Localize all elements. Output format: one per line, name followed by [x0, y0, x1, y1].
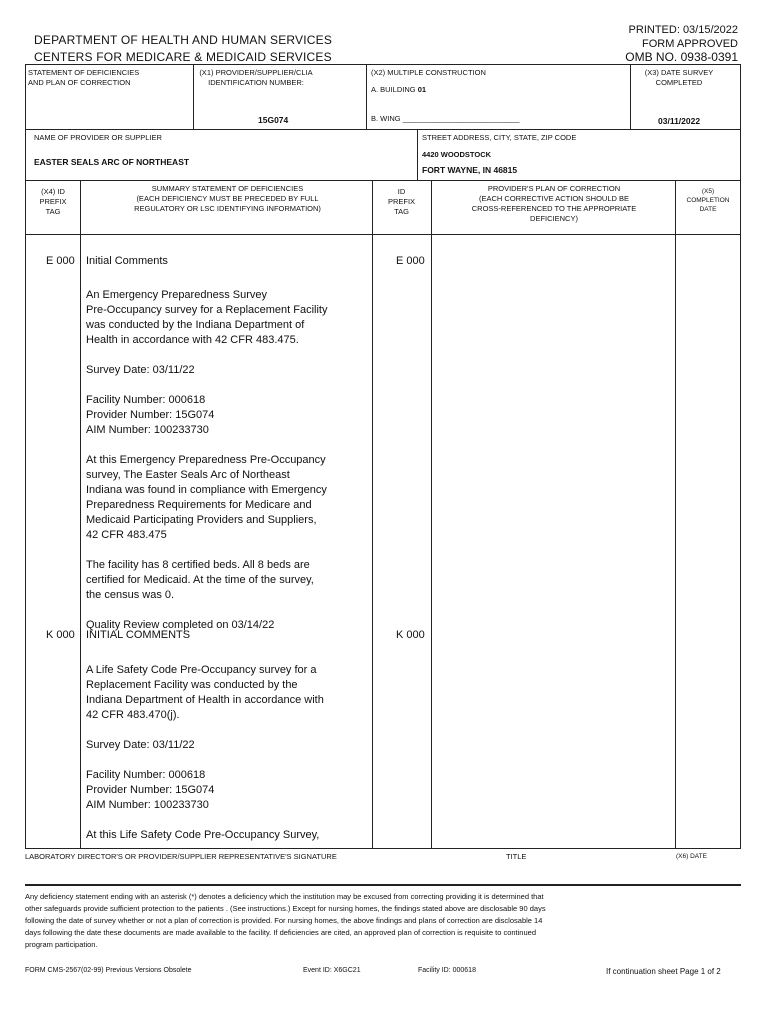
statement-label: STATEMENT OF DEFICIENCIES AND PLAN OF CORRECTION — [28, 68, 140, 87]
event-id: Event ID: X6GC21 — [303, 967, 361, 974]
x3-label: (X3) DATE SURVEY COMPLETED — [644, 68, 714, 87]
e-body: An Emergency Preparedness Survey Pre-Occupancy survey for a Replacement Facility was conducted by the Indiana Department of Health in accordance with 42 CFR 483.475. Survey Date: 03/11/22 Facility Number: 000618 Provider Number: 15G074 AIM Number: 100233730 At this Emergency Preparedness Pre-Occupancy survey, The Easter Seals Arc of Northeast Indiana was found in compliance with Emergency Preparedness Requirements for Medicare and Medicaid Participating Providers and Suppliers, 42 CFR 483.475 The facility has 8 certified beds. All 8 beds are certified for Medicaid. At the time of the survey, the census was 0. Quality Review completed on 03/14/22 — [86, 289, 328, 631]
x6-date-label: (X6) DATE — [676, 853, 707, 860]
k-body: A Life Safety Code Pre-Occupancy survey for a Replacement Facility was conducted by the Indiana Department of Health in accordance with 42 CFR 483.470(j). Survey Date: 03/11/22 Facility Number: 000618 Provider Number: 15G074 AIM Number: 100233730 At this Life Safety Code Pre-Occupancy Survey, — [86, 664, 324, 841]
x2-label: (X2) MULTIPLE CONSTRUCTION — [371, 68, 486, 77]
form-approved: FORM APPROVED — [642, 38, 738, 50]
id-column-header: ID PREFIX TAG — [387, 187, 416, 216]
k-heading: INITIAL COMMENTS — [86, 629, 191, 641]
k-tag-right: K 000 — [396, 629, 425, 641]
provider-name-label: NAME OF PROVIDER OR SUPPLIER — [34, 133, 162, 142]
building-label: A. BUILDING — [371, 85, 416, 94]
address-label: STREET ADDRESS, CITY, STATE, ZIP CODE — [422, 133, 577, 142]
disclaimer-text: Any deficiency statement ending with an asterisk (*) denotes a deficiency which the institution may be excused from correcting providing it is determined that other safeguards provide sufficient protection to the patients . (See instructions.) Except for nursing homes, the findings stated above are disclosable 90 days following the date of survey whether or not a plan of correction is provided. For nursing homes, the above findings and plans of correction are disclosable 14 days following the date these documents are made available to the facility. If deficiencies are cited, an approved plan of correction is requisite to continued program participation. — [25, 892, 546, 949]
address-city: FORT WAYNE, IN 46815 — [422, 165, 518, 175]
plan-column-header: PROVIDER'S PLAN OF CORRECTION (EACH CORRECTIVE ACTION SHOULD BE CROSS-REFERENCED TO THE APPROPRIATE DEFICIENCY) — [471, 184, 637, 223]
facility-id: Facility ID: 000618 — [418, 967, 476, 974]
wing-label: B. WING ____________________________ — [371, 114, 520, 123]
k-tag-left: K 000 — [46, 629, 75, 641]
omb-number: OMB NO. 0938-0391 — [625, 50, 738, 64]
continuation-page: If continuation sheet Page 1 of 2 — [606, 967, 721, 976]
signature-label: LABORATORY DIRECTOR'S OR PROVIDER/SUPPLIER REPRESENTATIVE'S SIGNATURE — [25, 852, 337, 861]
title-label: TITLE — [506, 852, 527, 861]
form-id: FORM CMS-2567(02-99) Previous Versions Obsolete — [25, 967, 192, 974]
printed-date: PRINTED: 03/15/2022 — [628, 24, 738, 36]
summary-column-header: SUMMARY STATEMENT OF DEFICIENCIES (EACH DEFICIENCY MUST BE PRECEDED BY FULL REGULATORY OR LSC IDENTIFYING INFORMATION) — [134, 184, 321, 213]
department-title: DEPARTMENT OF HEALTH AND HUMAN SERVICES — [34, 33, 333, 47]
survey-date-value: 03/11/2022 — [658, 116, 701, 126]
x1-label: (X1) PROVIDER/SUPPLIER/CLIA IDENTIFICATION NUMBER: — [199, 68, 313, 87]
e-heading: Initial Comments — [86, 255, 168, 267]
provider-id-value: 15G074 — [258, 115, 289, 125]
provider-name-value: EASTER SEALS ARC OF NORTHEAST — [34, 157, 190, 167]
agency-title: CENTERS FOR MEDICARE & MEDICAID SERVICES — [34, 50, 332, 64]
address-street: 4420 WOODSTOCK — [422, 150, 492, 159]
building-value: 01 — [417, 85, 427, 94]
e-tag-right: E 000 — [396, 255, 425, 267]
e-tag-left: E 000 — [46, 255, 75, 267]
building-field — [371, 85, 426, 95]
x4-column-header: (X4) ID PREFIX TAG — [39, 187, 67, 216]
x5-column-header: (X5) COMPLETION DATE — [686, 188, 730, 213]
